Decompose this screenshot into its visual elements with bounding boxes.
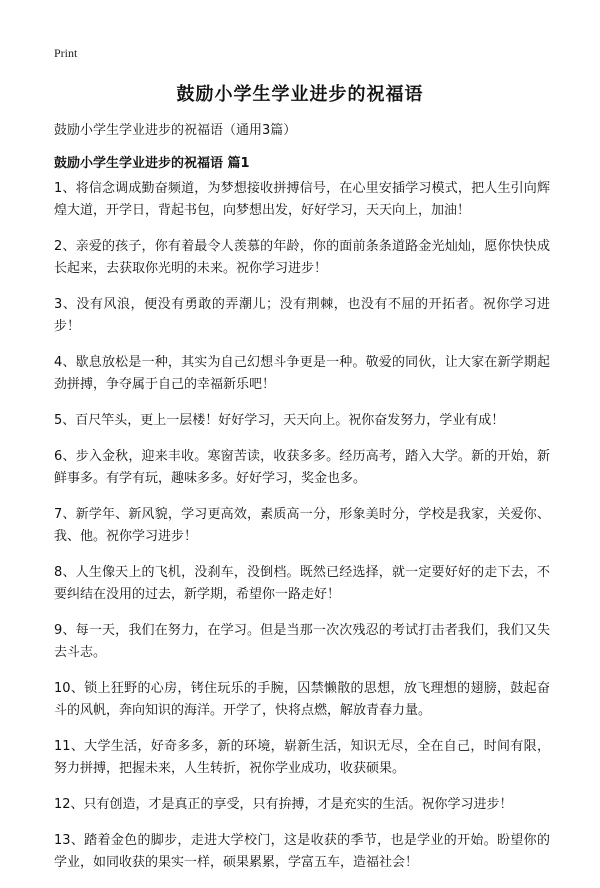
blessing-item: 3、没有风浪，便没有勇敢的弄潮儿；没有荆棘，也没有不屈的开拓者。祝你学习进步！ — [54, 297, 550, 334]
blessing-item: 12、只有创造，才是真正的享受，只有拚搏，才是充实的生活。祝你学习进步！ — [54, 797, 513, 812]
blessing-item: 8、人生像天上的飞机，没刹车，没倒档。既然已经选择，就一定要好好的走下去，不要纠结在没用的过去，新学期，希望你一路走好！ — [54, 565, 550, 602]
blessing-item: 13、踏着金色的脚步，走进大学校门，这是收获的季节，也是学业的开始。盼望你的学业，如同收获的果实一样，硕果累累，学富五车，造福社会！ — [54, 833, 550, 870]
section-heading: 鼓励小学生学业进步的祝福语 篇1 — [54, 156, 250, 171]
blessing-item: 1、将信念调成勤奋频道，为梦想接收拼搏信号，在心里安插学习模式，把人生引向辉煌大道，开学日，背起书包，向梦想出发，好好学习，天天向上，加油！ — [54, 181, 550, 218]
blessing-item: 11、大学生活，好奇多多，新的环境，崭新生活，知识无尽，全在自己，时间有限，努力拼搏，把握未来，人生转折，祝你学业成功，收获硕果。 — [54, 739, 550, 776]
blessing-item: 2、亲爱的孩子，你有着最令人羡慕的年龄，你的面前条条道路金光灿灿，愿你快快成长起来，去获取你光明的未来。祝你学习进步！ — [54, 239, 550, 276]
print-label: Print — [54, 46, 78, 60]
blessing-item: 5、百尺竿头，更上一层楼！好好学习，天天向上。祝你奋发努力，学业有成！ — [54, 413, 505, 428]
blessing-item: 7、新学年、新风貌，学习更高效，素质高一分，形象美时分，学校是我家，关爱你、我、他。祝你学习进步！ — [54, 507, 550, 544]
blessing-item: 4、歇息放松是一种，其实为自己幻想斗争更是一种。敬爱的同伙，让大家在新学期起劲拼搏，争夺属于自己的幸福新乐吧！ — [54, 355, 550, 392]
document-subtitle: 鼓励小学生学业进步的祝福语（通用3篇） — [54, 123, 297, 138]
blessing-list — [54, 178, 550, 888]
blessing-item: 10、锁上狂野的心房，铐住玩乐的手腕，囚禁懒散的思想，放飞理想的翅膀，鼓起奋斗的风帆，奔向知识的海洋。开学了，快将点燃，解放青春力量。 — [54, 681, 550, 718]
blessing-item: 6、步入金秋，迎来丰收。寒窗苦读，收获多多。经历高考，踏入大学。新的开始，新鲜事多。有学有玩，趣味多多。好好学习，奖金也多。 — [54, 449, 550, 486]
blessing-item: 9、每一天，我们在努力，在学习。但是当那一次次残忍的考试打击者我们，我们又失去斗志。 — [54, 623, 550, 660]
document-title: 鼓励小学生学业进步的祝福语 — [176, 84, 424, 105]
